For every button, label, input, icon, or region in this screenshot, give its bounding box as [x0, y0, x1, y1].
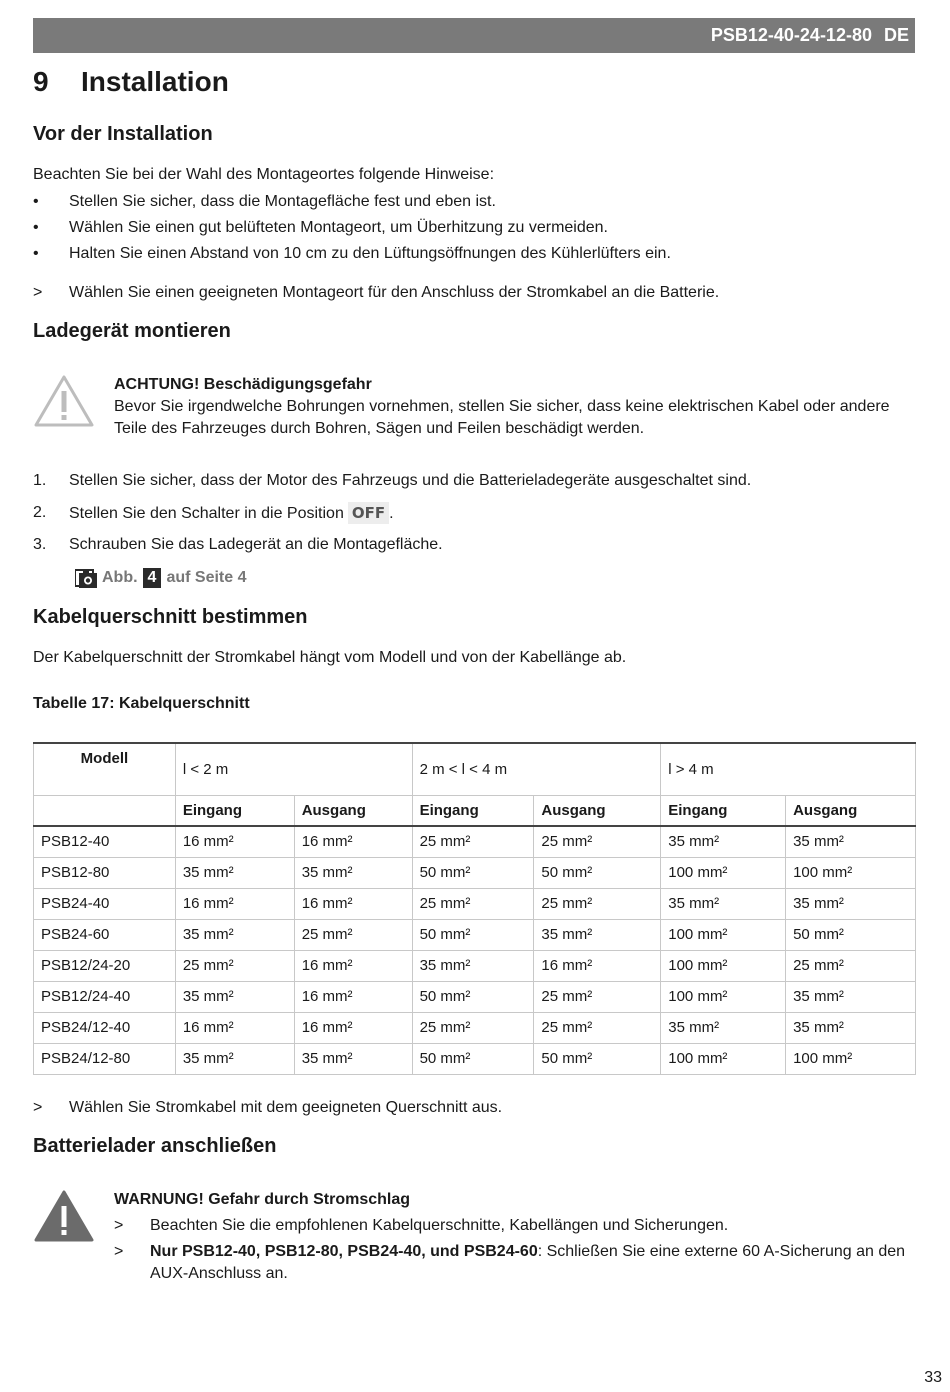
header-title: PSB12-40-24-12-80	[710, 25, 872, 45]
table-cell-value: 25 mm²	[534, 1012, 661, 1043]
table-cell-value: 35 mm²	[786, 1012, 916, 1043]
header-cell-empty	[34, 795, 176, 826]
table-cell-value: 35 mm²	[175, 919, 294, 950]
table-cell-value: 100 mm²	[661, 857, 786, 888]
page-number: 33	[924, 1369, 942, 1386]
table-cell-model: PSB24-60	[34, 919, 176, 950]
header-cell-model: Modell	[34, 743, 176, 795]
table-row	[34, 857, 916, 888]
table-cell-value: 35 mm²	[661, 888, 786, 919]
table-cell-value: 25 mm²	[786, 950, 916, 981]
action-text: Wählen Sie Stromkabel mit dem geeigneten Querschnitt aus.	[69, 1099, 503, 1116]
step-number: 2.	[33, 504, 47, 521]
table-cell-value: 35 mm²	[175, 1043, 294, 1074]
section-title-connect-charger: Batterielader anschließen	[33, 1135, 277, 1157]
bullet-marker: •	[33, 245, 39, 262]
table-body	[34, 826, 916, 1074]
bullet-text: Stellen Sie sicher, dass die Montagefläche fest und eben ist.	[69, 193, 496, 210]
action-marker: >	[114, 1243, 124, 1260]
table-cell-value: 50 mm²	[534, 1043, 661, 1074]
table-cell-value: 50 mm²	[786, 919, 916, 950]
table-cell-value: 16 mm²	[175, 888, 294, 919]
table-cell-value: 50 mm²	[534, 857, 661, 888]
table-cell-value: 25 mm²	[412, 826, 534, 857]
step-text-suffix: .	[389, 505, 394, 522]
table-cell-value: 100 mm²	[661, 919, 786, 950]
table-row	[34, 888, 916, 919]
table-row	[34, 1012, 916, 1043]
table-cell-value: 25 mm²	[294, 919, 412, 950]
table-cell-value: 25 mm²	[534, 981, 661, 1012]
table-cell-value: 35 mm²	[294, 857, 412, 888]
header-cell-sub: Eingang	[412, 795, 534, 826]
table-cell-value: 16 mm²	[534, 950, 661, 981]
action-marker: >	[33, 1099, 43, 1116]
chapter-heading	[33, 66, 229, 98]
table-row	[34, 919, 916, 950]
table-cell-value: 35 mm²	[786, 888, 916, 919]
table-cell-model: PSB12-40	[34, 826, 176, 857]
table-cell-model: PSB24-40	[34, 888, 176, 919]
section-title-mount-charger: Ladegerät montieren	[33, 320, 231, 342]
header-lang: DE	[883, 25, 909, 45]
table-cell-value: 16 mm²	[294, 981, 412, 1012]
table-cell-value: 35 mm²	[534, 919, 661, 950]
header-cell-sub: Eingang	[175, 795, 294, 826]
table-cell-model: PSB24/12-80	[34, 1043, 176, 1074]
table-cell-value: 50 mm²	[412, 1043, 534, 1074]
figure-reference[interactable]	[75, 568, 246, 588]
table-cell-value: 50 mm²	[412, 857, 534, 888]
table-cell-value: 25 mm²	[534, 826, 661, 857]
table-cell-value: 100 mm²	[661, 981, 786, 1012]
warning-item-text: Beachten Sie die empfohlenen Kabelquerschnitte, Kabellängen und Sicherungen.	[150, 1217, 729, 1234]
table-cell-model: PSB12-80	[34, 857, 176, 888]
table-row	[34, 1043, 916, 1074]
table-cell-value: 35 mm²	[294, 1043, 412, 1074]
table-cell-model: PSB24/12-40	[34, 1012, 176, 1043]
table-cell-value: 25 mm²	[175, 950, 294, 981]
table-cell-model: PSB12/24-40	[34, 981, 176, 1012]
chapter-title: Installation	[81, 66, 229, 97]
table-cell-value: 25 mm²	[412, 1012, 534, 1043]
header-cell-range: l < 2 m	[175, 743, 412, 795]
switch-position-code: OFF	[348, 502, 389, 524]
warning-triangle-icon	[33, 1189, 95, 1243]
table-cell-value: 16 mm²	[175, 1012, 294, 1043]
table-cell-value: 100 mm²	[661, 950, 786, 981]
table-cell-value: 100 mm²	[786, 1043, 916, 1074]
step-text: Schrauben Sie das Ladegerät an die Montagefläche.	[69, 536, 443, 553]
warning-item	[114, 1215, 914, 1237]
figure-ref-prefix: Abb.	[102, 569, 138, 586]
header-cell-range: l > 4 m	[661, 743, 916, 795]
caution-triangle-icon	[33, 374, 95, 428]
header-cell-sub: Ausgang	[534, 795, 661, 826]
table-cell-value: 35 mm²	[661, 826, 786, 857]
caution-title: ACHTUNG! Beschädigungsgefahr	[114, 376, 372, 393]
section1-intro: Beachten Sie bei der Wahl des Montageortes folgende Hinweise:	[33, 166, 495, 183]
header-cell-sub: Ausgang	[786, 795, 916, 826]
table-cell-value: 100 mm²	[661, 1043, 786, 1074]
header-cell-sub: Ausgang	[294, 795, 412, 826]
table-cell-value: 35 mm²	[661, 1012, 786, 1043]
step-text-main: Stellen Sie den Schalter in die Position	[69, 505, 344, 522]
action-text: Wählen Sie einen geeigneten Montageort für den Anschluss der Stromkabel an die Batterie.	[69, 284, 720, 301]
bullet-text: Halten Sie einen Abstand von 10 cm zu den Lüftungsöffnungen des Kühlerlüfters ein.	[69, 245, 671, 262]
chapter-number: 9	[33, 66, 49, 97]
table-cell-value: 35 mm²	[786, 826, 916, 857]
table-row	[34, 950, 916, 981]
table-cell-value: 35 mm²	[175, 857, 294, 888]
warning-item-bold: Nur PSB12-40, PSB12-80, PSB24-40, und PSB24-60	[150, 1243, 538, 1260]
bullet-marker: •	[33, 193, 39, 210]
header-cell-sub: Eingang	[661, 795, 786, 826]
header-bar	[33, 18, 915, 53]
section-title-cable-cross-section: Kabelquerschnitt bestimmen	[33, 606, 308, 628]
action-marker: >	[114, 1217, 124, 1234]
step-number: 3.	[33, 536, 47, 553]
action-marker: >	[33, 284, 43, 301]
table-cell-value: 16 mm²	[294, 888, 412, 919]
step-text: Stellen Sie sicher, dass der Motor des Fahrzeugs und die Batterieladegeräte ausgeschaltet sind.	[69, 472, 752, 489]
warning-item-text: : Schließen Sie eine externe 60 A-Sicherung an den AUX-Anschluss an.	[150, 1243, 906, 1282]
table-cell-value: 35 mm²	[412, 950, 534, 981]
figure-ref-suffix: auf Seite 4	[166, 569, 247, 586]
table-cell-model: PSB12/24-20	[34, 950, 176, 981]
table-cell-value: 100 mm²	[786, 857, 916, 888]
table-cell-value: 25 mm²	[534, 888, 661, 919]
header-cell-range: 2 m < l < 4 m	[412, 743, 661, 795]
table-cell-value: 35 mm²	[175, 981, 294, 1012]
table-row	[34, 981, 916, 1012]
table-cell-value: 25 mm²	[412, 888, 534, 919]
step-text	[69, 502, 909, 525]
bullet-marker: •	[33, 219, 39, 236]
caution-text: Bevor Sie irgendwelche Bohrungen vornehmen, stellen Sie sicher, dass keine elektrischen Kabel oder andere Teile des Fahrzeuges durch Bohren, Sägen und Feilen beschädigt werden.	[114, 398, 890, 437]
table-subheader-row	[34, 795, 916, 826]
camera-icon	[75, 568, 97, 588]
bullet-text: Wählen Sie einen gut belüfteten Montageort, um Überhitzung zu vermeiden.	[69, 219, 608, 236]
table-row	[34, 826, 916, 857]
step-number: 1.	[33, 472, 47, 489]
section3-intro: Der Kabelquerschnitt der Stromkabel hängt vom Modell und von der Kabellänge ab.	[33, 649, 627, 666]
table-caption: Tabelle 17: Kabelquerschnitt	[33, 695, 250, 712]
table-cell-value: 35 mm²	[786, 981, 916, 1012]
table-cell-value: 16 mm²	[175, 826, 294, 857]
section-title-before-installation: Vor der Installation	[33, 123, 213, 145]
table-header-row	[34, 743, 916, 795]
table-cell-value: 16 mm²	[294, 826, 412, 857]
table-cell-value: 50 mm²	[412, 919, 534, 950]
table-cell-value: 16 mm²	[294, 1012, 412, 1043]
figure-ref-number: 4	[143, 568, 162, 588]
warning-item	[114, 1241, 914, 1285]
table-cell-value: 16 mm²	[294, 950, 412, 981]
table-cell-value: 50 mm²	[412, 981, 534, 1012]
warning-title: WARNUNG! Gefahr durch Stromschlag	[114, 1191, 411, 1208]
cable-cross-section-table	[33, 742, 916, 1075]
